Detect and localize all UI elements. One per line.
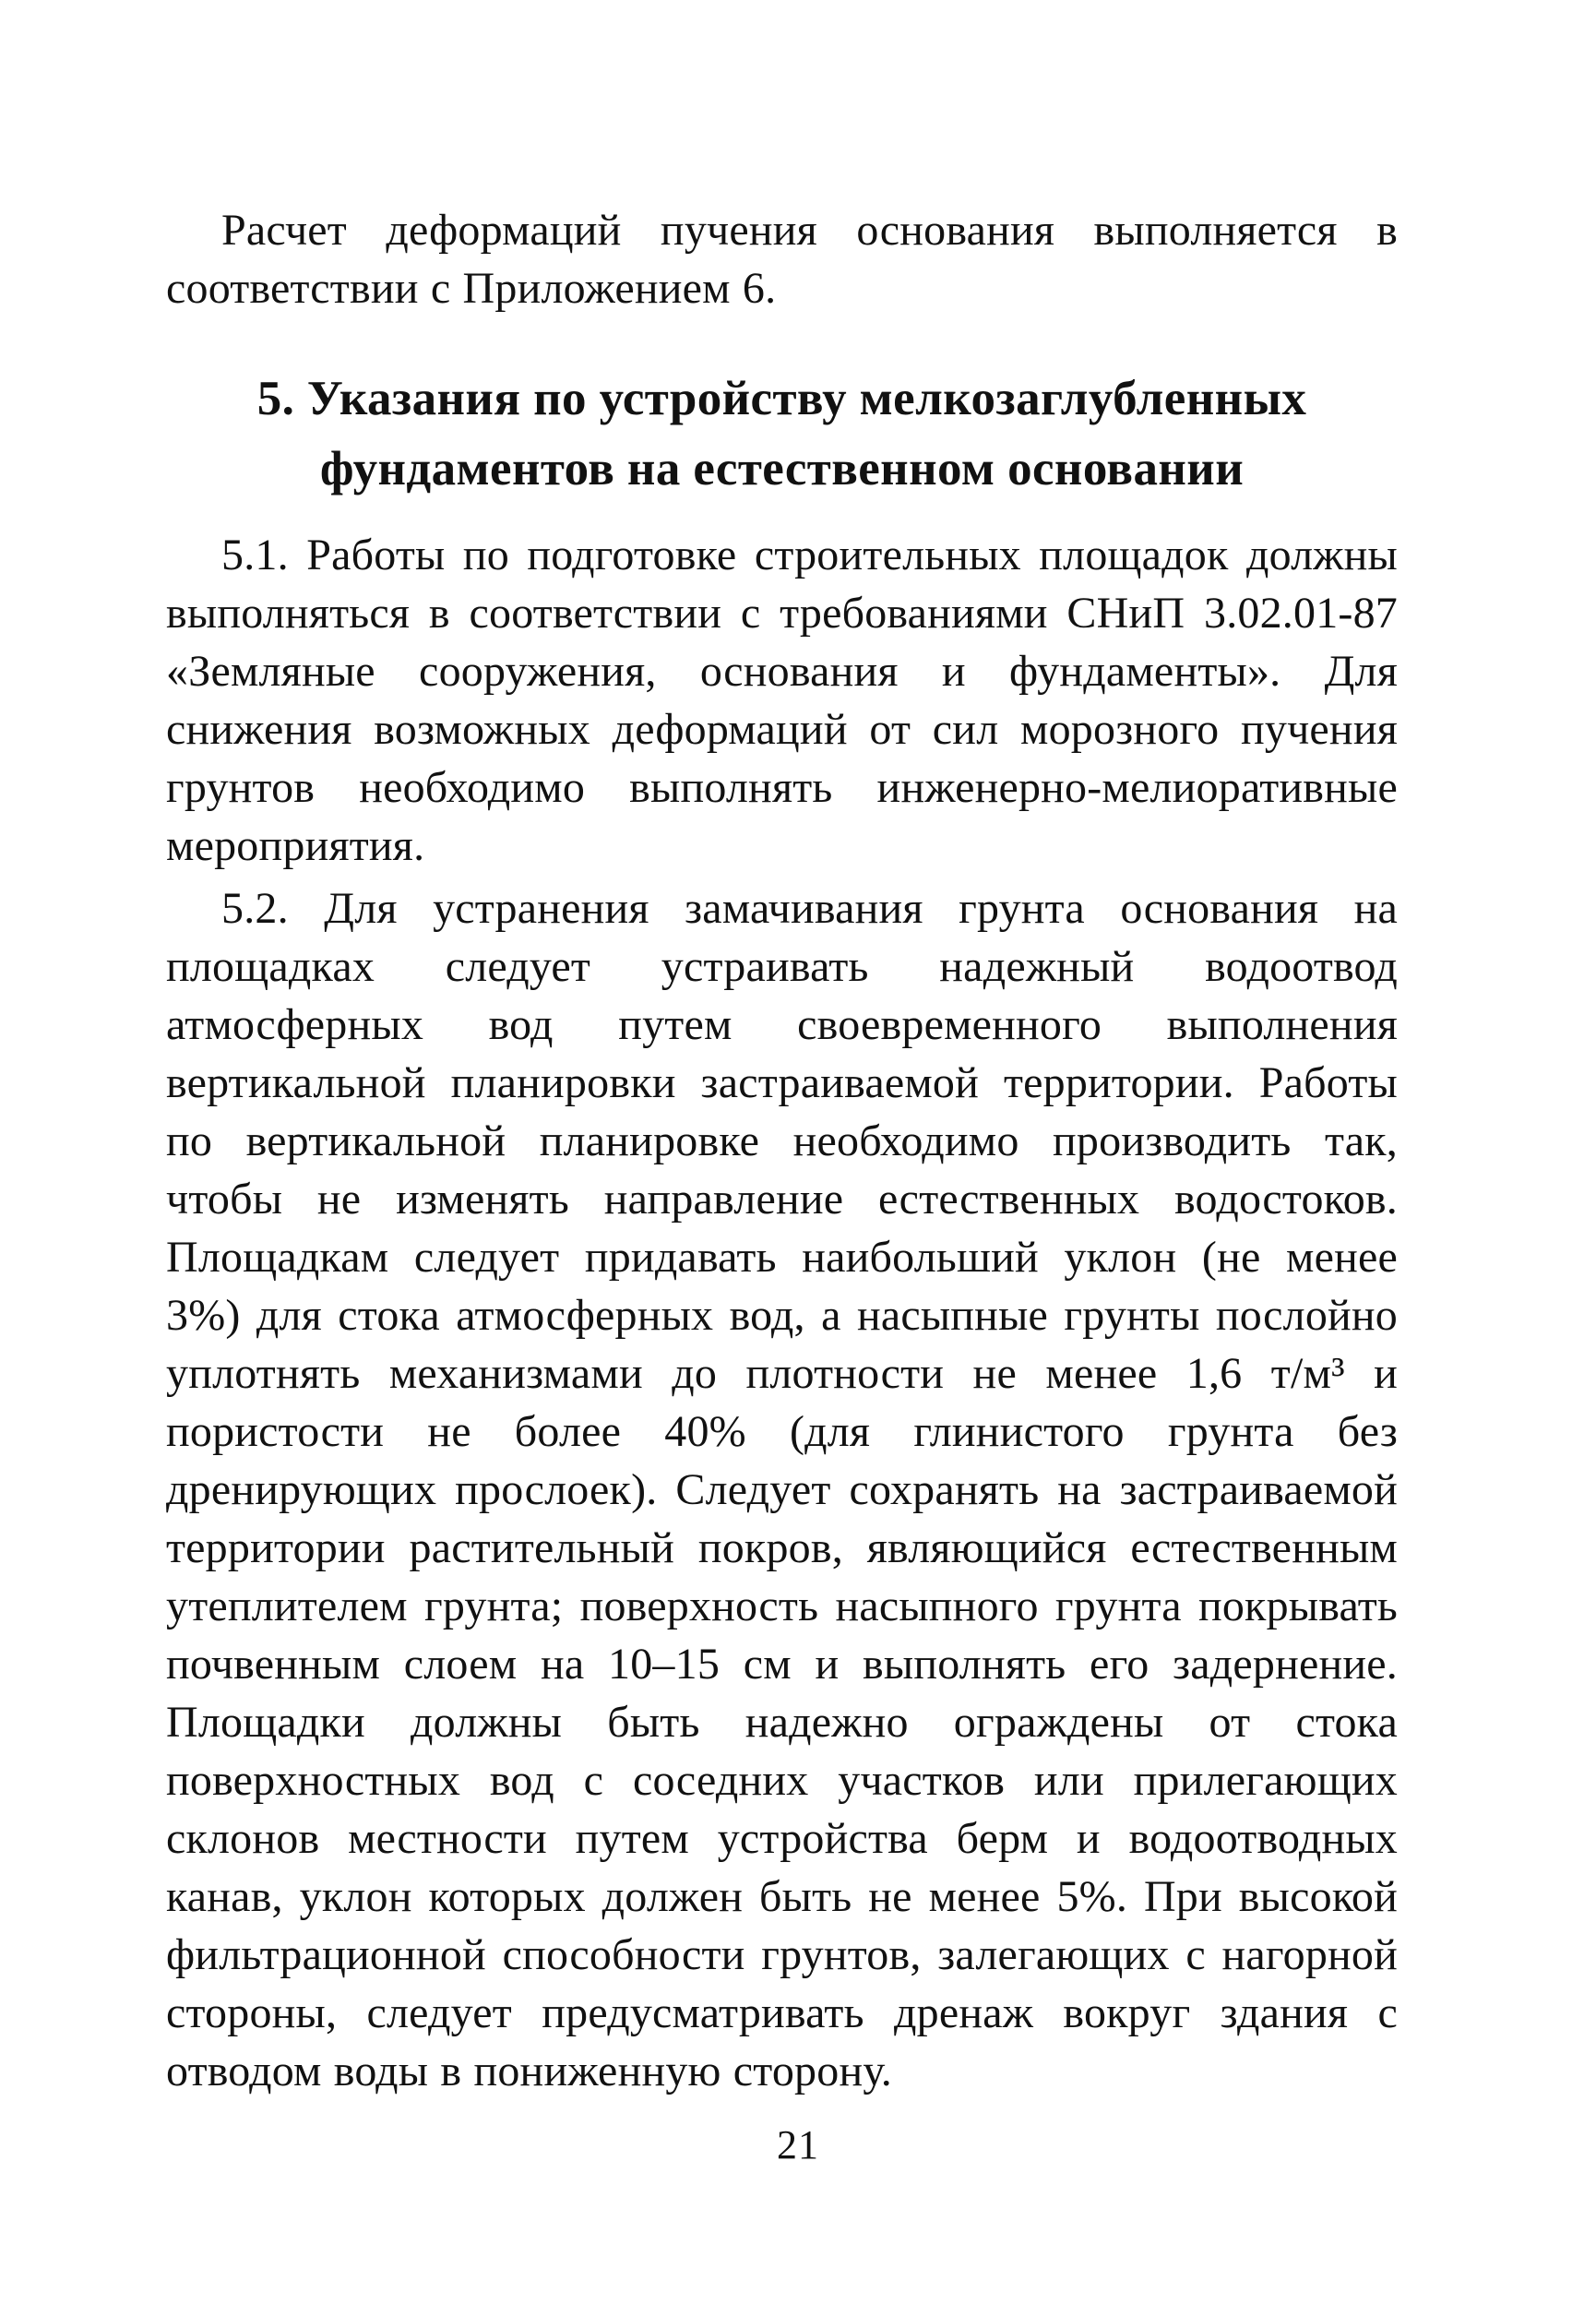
section-heading-line-1: 5. Указания по устройству мелкозаглубленных — [256, 372, 1307, 425]
section-body — [166, 526, 1398, 2100]
intro-section — [166, 201, 1398, 317]
paragraph-5-2: 5.2. Для устранения замачивания грунта основания на площадках следует устраивать надежный водоотвод атмосферных вод путем своевременного выполнения вертикальной планировки застраиваемой территории. Работы по вертикальной планировке необходимо производить так, чтобы не изменять направление естественных водостоков. Площадкам следует придавать наибольший уклон (не менее 3%) для стока атмосферных вод, а насыпные грунты послойно уплотнять механизмами до плотности не менее 1,6 т/м³ и пористости не более 40% (для глинистого грунта без дренирующих прослоек). Следует сохранять на застраиваемой территории растительный покров, являющийся естественным утеплителем грунта; поверхность насыпного грунта покрывать почвенным слоем на 10–15 см и выполнять его задернение. Площадки должны быть надежно ограждены от стока поверхностных вод с соседних участков или прилегающих склонов местности путем устройства берм и водоотводных канав, уклон которых должен быть не менее 5%. При высокой фильтрационной способности грунтов, залегающих с нагорной стороны, следует предусматривать дренаж вокруг здания с отводом воды в пониженную сторону. — [166, 884, 1398, 2095]
intro-paragraph: Расчет деформаций пучения основания выполняется в соответствии с Приложением 6. — [166, 206, 1398, 313]
paragraph-5-1: 5.1. Работы по подготовке строительных площадок должны выполняться в соответствии с требованиями СНиП 3.02.01-87 «Земляные сооружения, основания и фундаменты». Для снижения возможных деформаций от сил морозного пучения грунтов необходимо выполнять инженерно-мелиоративные мероприятия. — [166, 531, 1398, 870]
page-number: 21 — [777, 2122, 819, 2167]
section-heading — [166, 364, 1398, 504]
section-heading-line-2: фундаментов на естественном основании — [319, 442, 1245, 495]
